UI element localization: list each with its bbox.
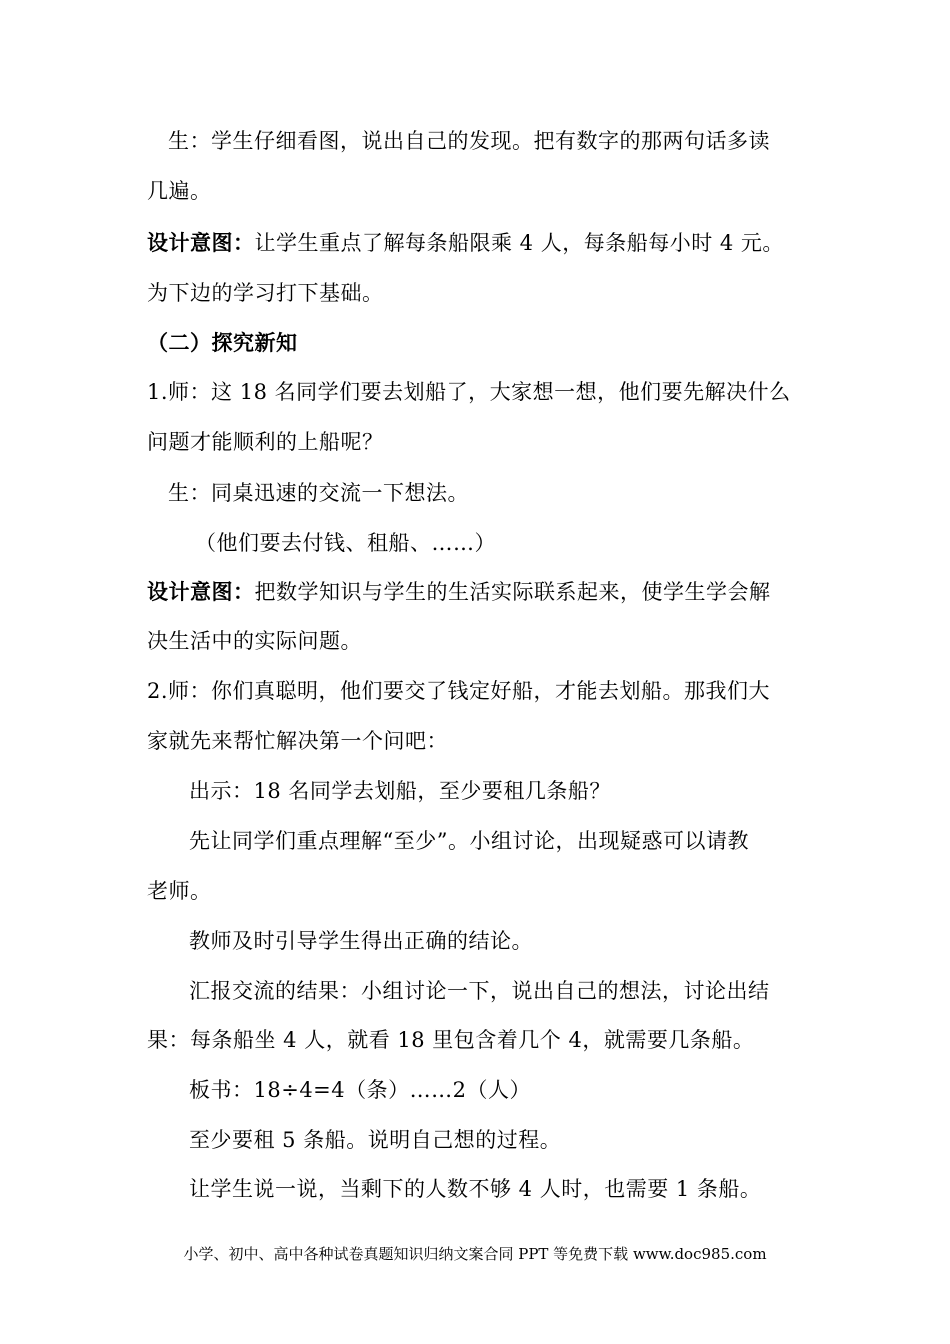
paragraph-report-cont: 果：每条船坐 4 人，就看 18 里包含着几个 4，就需要几条船。 (147, 1028, 755, 1052)
paragraph-student-discuss: 生：同桌迅速的交流一下想法。 (168, 481, 469, 505)
page-footer: 小学、初中、高中各种试卷真题知识归纳文案合同 PPT 等免费下载 www.doc985.com (183, 1245, 767, 1263)
paragraph-teacher-guide: 教师及时引导学生得出正确的结论。 (189, 929, 533, 953)
paragraph-board-writing: 板书：18÷4=4（条）……2（人） (189, 1078, 531, 1102)
design-intent-1 (147, 228, 784, 258)
paragraph-teacher-1-cont: 问题才能顺利的上船呢？ (147, 430, 384, 454)
design-intent-text: 把数学知识与学生的生活实际联系起来，使学生学会解 (254, 580, 771, 604)
design-intent-label: 设计意图： (147, 579, 255, 604)
paragraph-teacher-2: 2.师：你们真聪明，他们要交了钱定好船，才能去划船。那我们大 (147, 679, 771, 703)
paragraph-report: 汇报交流的结果：小组讨论一下，说出自己的想法，讨论出结 (189, 979, 770, 1003)
paragraph-least-five: 至少要租 5 条船。说明自己想的过程。 (189, 1128, 562, 1152)
design-intent-text: 让学生重点了解每条船限乘 4 人，每条船每小时 4 元。 (254, 231, 784, 255)
paragraph-show-problem: 出示：18 名同学去划船，至少要租几条船？ (189, 779, 611, 803)
paragraph-teacher-2-cont: 家就先来帮忙解决第一个问吧： (147, 729, 448, 753)
paragraph-understand-least-cont: 老师。 (147, 879, 212, 903)
paragraph-student-answer: （他们要去付钱、租船、……） (195, 531, 496, 555)
paragraph-student-observe: 生：学生仔细看图，说出自己的发现。把有数字的那两句话多读 (168, 129, 770, 153)
section-heading: （二）探究新知 (147, 330, 298, 355)
paragraph-teacher-1: 1.师：这 18 名同学们要去划船了，大家想一想，他们要先解决什么 (147, 380, 791, 404)
paragraph-understand-least: 先让同学们重点理解“至少”。小组讨论，出现疑惑可以请教 (189, 829, 749, 853)
paragraph-students-say: 让学生说一说，当剩下的人数不够 4 人时，也需要 1 条船。 (189, 1177, 762, 1201)
design-intent-2 (147, 577, 771, 607)
paragraph-student-observe-cont: 几遍。 (147, 179, 212, 203)
design-intent-label: 设计意图： (147, 230, 255, 255)
design-intent-2-cont: 决生活中的实际问题。 (147, 629, 362, 653)
design-intent-1-cont: 为下边的学习打下基础。 (147, 281, 384, 305)
